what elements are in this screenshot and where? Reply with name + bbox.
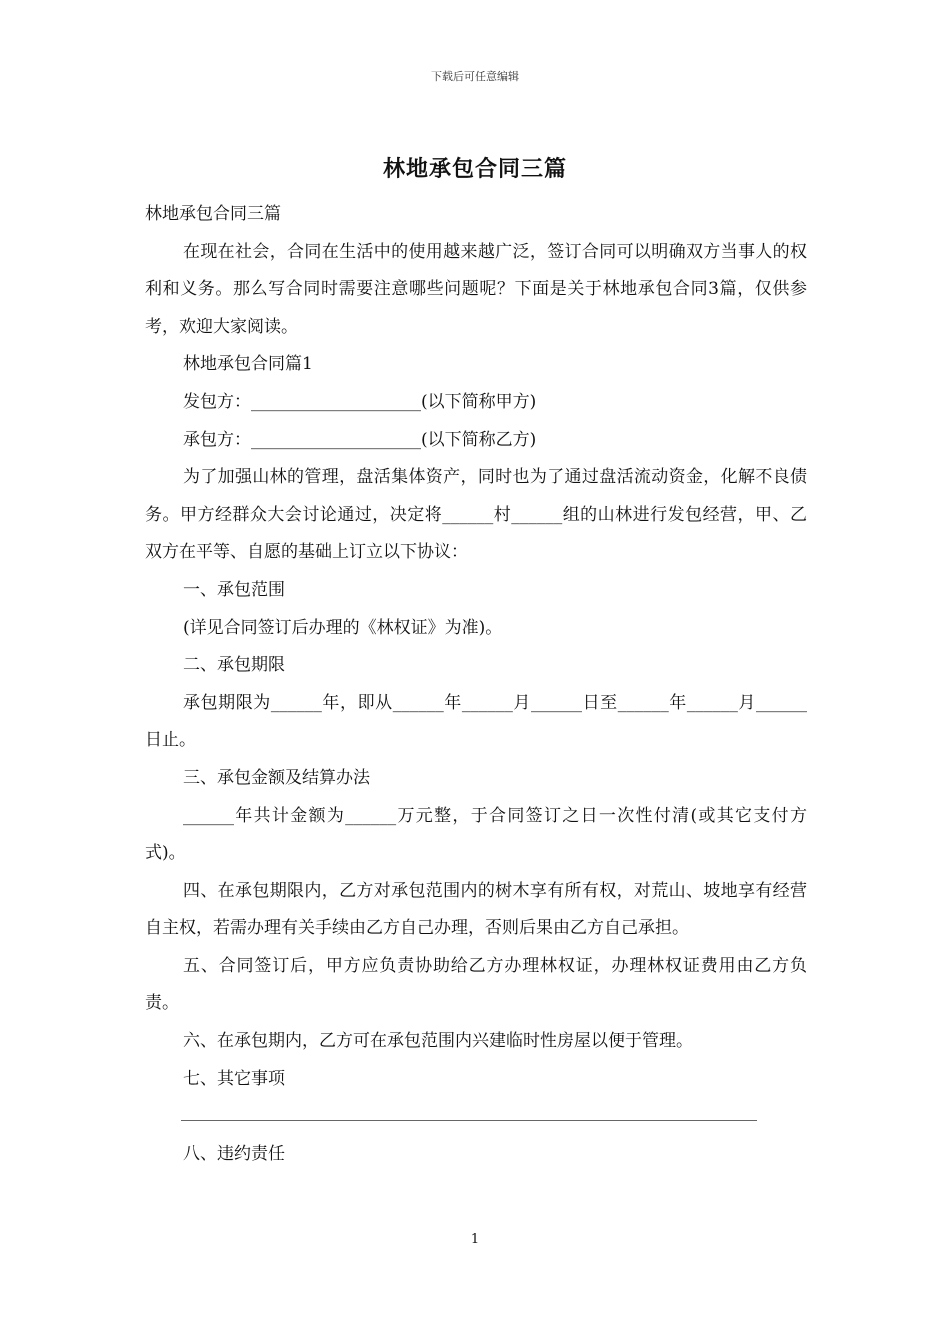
contract-heading: 林地承包合同篇1 [183, 354, 313, 375]
purpose-paragraph: 为了加强山林的管理，盘活集体资产，同时也为了通过盘活流动资金，化解不良债务。甲方经群众大会讨论通过，决定将______村______组的山林进行发包经营，甲、乙双方在平等、自愿的基础上订立以下协议： [145, 467, 807, 563]
section-7-heading: 七、其它事项 [183, 1068, 285, 1089]
section-1-heading: 一、承包范围 [183, 579, 285, 600]
section-2-text: 承包期限为______年，即从______年______月______日至______年______月______日止。 [145, 692, 807, 751]
party-b-line: 承包方：____________________(以下简称乙方) [183, 429, 537, 450]
section-3-heading: 三、承包金额及结算办法 [183, 767, 370, 788]
section-8-heading: 八、违约责任 [183, 1143, 285, 1164]
page-number: 1 [470, 1232, 480, 1247]
section-2-heading: 二、承包期限 [183, 655, 285, 676]
blank-fill-line [145, 1098, 807, 1136]
page-header-note: 下载后可任意编辑 [431, 70, 519, 83]
section-3-text: ______年共计金额为______万元整，于合同签订之日一次性付清(或其它支付方式)。 [145, 805, 807, 864]
party-a-line: 发包方：____________________(以下简称甲方) [183, 391, 537, 412]
document-title: 林地承包合同三篇 [382, 156, 567, 182]
document-body [145, 196, 807, 1173]
section-6-text: 六、在承包期内，乙方可在承包范围内兴建临时性房屋以便于管理。 [183, 1031, 693, 1052]
intro-paragraph: 在现在社会，合同在生活中的使用越来越广泛，签订合同可以明确双方当事人的权利和义务。那么写合同时需要注意哪些问题呢？下面是关于林地承包合同3篇，仅供参考，欢迎大家阅读。 [145, 241, 807, 337]
section-1-text: (详见合同签订后办理的《林权证》为准)。 [183, 617, 503, 638]
section-4-text: 四、在承包期限内，乙方对承包范围内的树木享有所有权，对荒山、坡地享有经营自主权，若需办理有关手续由乙方自己办理，否则后果由乙方自己承担。 [145, 880, 807, 939]
subtitle-line: 林地承包合同三篇 [145, 204, 281, 224]
section-5-text: 五、合同签订后，甲方应负责协助给乙方办理林权证，办理林权证费用由乙方负责。 [145, 955, 807, 1014]
